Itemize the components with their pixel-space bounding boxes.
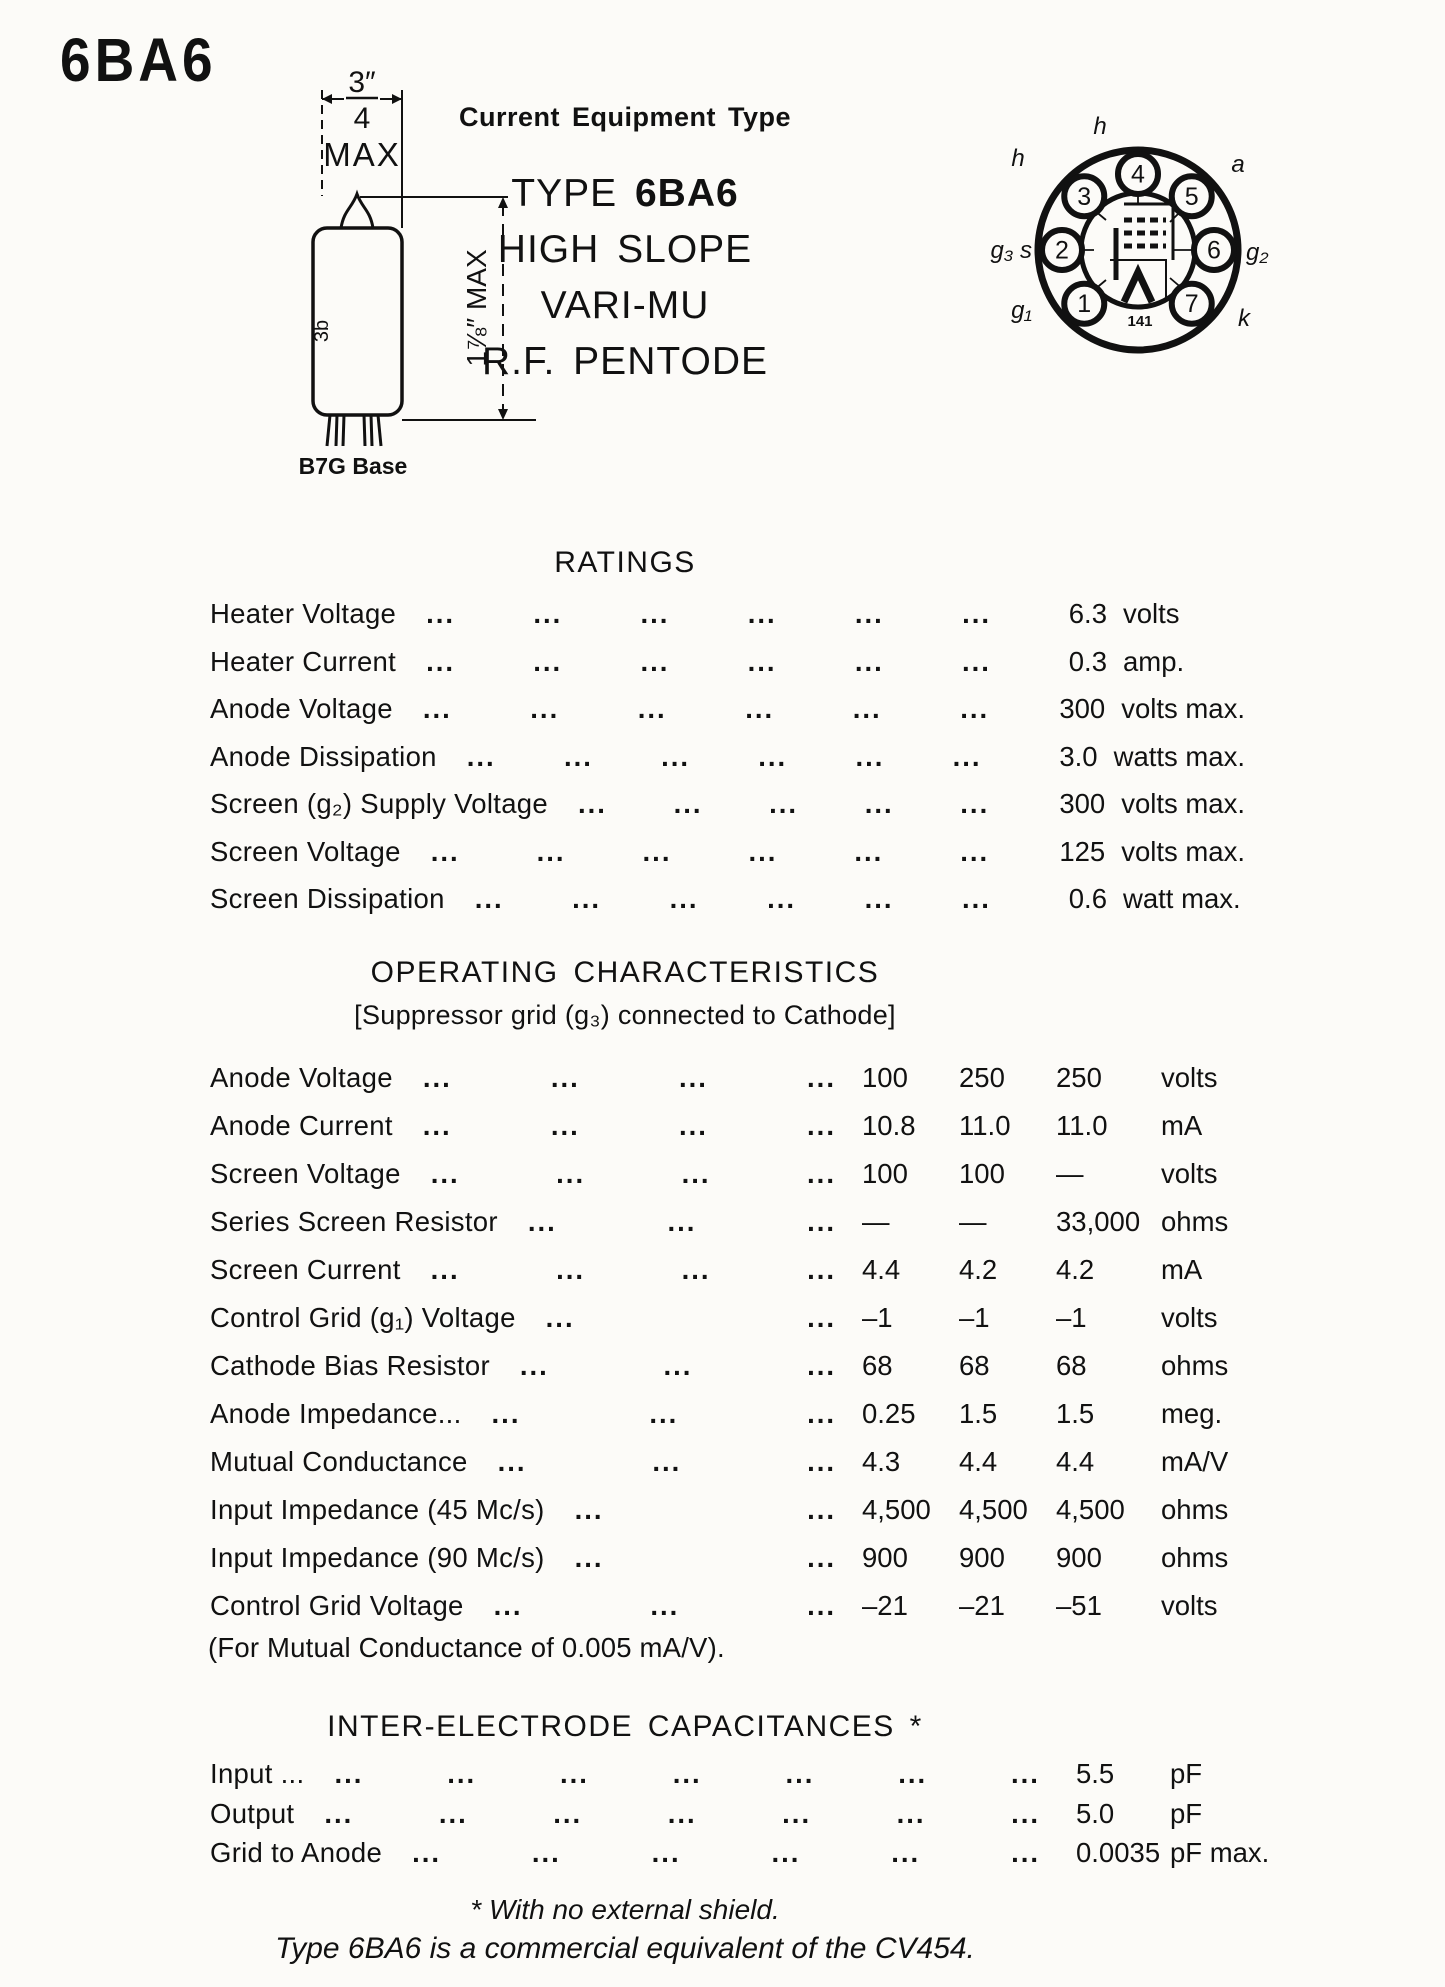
row-value: 4.2 xyxy=(1056,1254,1095,1285)
row-label: Series Screen Resistor xyxy=(210,1206,498,1237)
capacitance-row xyxy=(210,1837,1290,1877)
dot-group: ... xyxy=(678,1062,708,1093)
dot-group: ... xyxy=(559,1758,589,1789)
dot-group: ... xyxy=(960,835,990,867)
equipment-type-label: Current Equipment Type xyxy=(458,102,792,132)
dot-group: ... xyxy=(852,693,882,724)
row-unit: volts xyxy=(1161,1062,1218,1093)
dot-group: ... xyxy=(531,1837,561,1868)
ratings-row xyxy=(210,883,1245,931)
title-line-slope: HIGH SLOPE xyxy=(497,228,753,271)
row-unit: pF xyxy=(1170,1758,1203,1789)
row-unit: pF max. xyxy=(1170,1837,1270,1868)
dot-group: ... xyxy=(962,598,991,629)
dot-group: ... xyxy=(572,883,602,914)
width-fraction-numerator: 3″ xyxy=(348,66,376,99)
dot-group: ... xyxy=(785,1758,815,1789)
dot-group: ... xyxy=(447,1758,477,1789)
dot-group: ... xyxy=(771,1837,801,1868)
dot-group: ... xyxy=(767,883,797,914)
row-value: 68 xyxy=(959,1350,990,1381)
width-max-label: MAX xyxy=(323,136,401,173)
row-unit: pF xyxy=(1170,1797,1203,1829)
dot-group: ... xyxy=(430,835,460,867)
dot-group: ... xyxy=(553,1797,583,1829)
row-value: 1.5 xyxy=(1056,1398,1095,1429)
height-dim-label: 1⅞″ MAX xyxy=(461,249,492,367)
operating-footnote: (For Mutual Conductance of 0.005 mA/V). xyxy=(208,1632,725,1663)
row-label: Screen Current xyxy=(210,1254,401,1285)
dot-leader xyxy=(498,1206,862,1238)
ratings-row xyxy=(210,741,1245,789)
dot-group: ... xyxy=(577,788,607,819)
row-value: 3.0 xyxy=(1059,740,1098,772)
row-label: Anode Voltage xyxy=(210,1062,393,1093)
dot-group: ... xyxy=(545,1302,575,1333)
dot-group: ... xyxy=(536,835,566,867)
dot-group: ... xyxy=(642,835,672,867)
dot-group: ... xyxy=(426,645,456,677)
dot-group: ... xyxy=(855,740,885,772)
pin-label: a xyxy=(1231,151,1245,178)
row-value: 1.5 xyxy=(959,1398,998,1429)
dot-leader xyxy=(545,1542,862,1574)
row-value: 300 xyxy=(1059,788,1106,819)
dot-group: ... xyxy=(747,645,777,677)
dot-group: ... xyxy=(422,1062,452,1093)
row-label: Heater Current xyxy=(210,645,397,677)
dot-group: ... xyxy=(430,1158,460,1189)
dot-leader xyxy=(468,1446,862,1478)
tube-code-logo: 6BA6 xyxy=(60,25,217,95)
dot-group: ... xyxy=(519,1350,549,1381)
operating-row xyxy=(210,1446,1245,1494)
dot-group: ... xyxy=(426,598,456,629)
dot-group: ... xyxy=(466,740,496,772)
dot-group: ... xyxy=(640,645,670,677)
row-value: –1 xyxy=(1056,1302,1087,1333)
row-value: 0.3 xyxy=(1068,645,1107,677)
dot-group: ... xyxy=(574,1494,604,1525)
row-label: Anode Current xyxy=(210,1110,393,1141)
dot-group: ... xyxy=(807,1110,836,1141)
row-unit: meg. xyxy=(1161,1398,1223,1429)
dot-group: ... xyxy=(962,883,991,914)
base-label: B7G Base xyxy=(298,453,408,479)
dot-group: ... xyxy=(672,1758,702,1789)
dot-group: ... xyxy=(769,788,799,819)
dot-group: ... xyxy=(854,598,884,629)
row-value: 100 xyxy=(862,1062,908,1093)
row-value: 68 xyxy=(1056,1350,1087,1381)
dot-group: ... xyxy=(758,740,788,772)
row-label: Input Impedance (45 Mc/s) xyxy=(210,1494,545,1525)
dot-leader xyxy=(396,646,1017,678)
pin-number: 5 xyxy=(1184,182,1199,211)
envelope-code: 3b xyxy=(311,319,333,343)
row-unit: mA/V xyxy=(1161,1446,1229,1477)
row-label: Screen (g₂) Supply Voltage xyxy=(210,788,548,819)
dot-group: ... xyxy=(650,1590,680,1621)
row-value: 4.4 xyxy=(862,1254,901,1285)
row-value: 100 xyxy=(959,1158,1005,1189)
row-unit: volts max. xyxy=(1121,788,1245,819)
row-value: 10.8 xyxy=(862,1110,916,1141)
pin-number: 7 xyxy=(1184,290,1199,319)
dot-group: ... xyxy=(474,883,504,914)
operating-row xyxy=(210,1542,1245,1590)
row-label: Anode Voltage xyxy=(210,693,393,724)
ratings-row xyxy=(210,788,1245,836)
row-unit: watts max. xyxy=(1113,740,1245,772)
row-value: 4.2 xyxy=(959,1254,998,1285)
operating-row xyxy=(210,1494,1245,1542)
dot-leader xyxy=(437,741,1008,773)
dot-group: ... xyxy=(637,693,667,724)
row-unit: mA xyxy=(1161,1254,1203,1285)
dot-group: ... xyxy=(574,1542,604,1573)
dot-group: ... xyxy=(324,1797,354,1829)
row-unit: amp. xyxy=(1123,645,1185,677)
dot-group: ... xyxy=(807,1542,836,1573)
operating-row xyxy=(210,1350,1245,1398)
row-unit: volts xyxy=(1161,1302,1218,1333)
row-value: –21 xyxy=(862,1590,908,1621)
dot-leader xyxy=(445,883,1017,915)
row-label: Control Grid Voltage xyxy=(210,1590,464,1621)
dot-group: ... xyxy=(640,598,670,629)
pin-label: g₂ xyxy=(1246,239,1269,266)
capacitance-row xyxy=(210,1758,1290,1798)
dot-leader xyxy=(490,1350,862,1382)
row-value: 4,500 xyxy=(862,1494,931,1525)
dot-group: ... xyxy=(493,1590,523,1621)
row-value: –21 xyxy=(959,1590,1005,1621)
dot-leader xyxy=(462,1398,862,1430)
row-unit: ohms xyxy=(1161,1350,1229,1381)
operating-row xyxy=(210,1254,1245,1302)
operating-subheading: [Suppressor grid (g₃) connected to Cathode] xyxy=(354,1000,896,1030)
base-code: 141 xyxy=(1127,313,1153,330)
title-line-pentode: R.F. PENTODE xyxy=(482,340,768,383)
dot-group: ... xyxy=(667,1206,697,1237)
row-label: Grid to Anode xyxy=(210,1837,383,1868)
row-label: Screen Dissipation xyxy=(210,883,445,914)
row-unit: ohms xyxy=(1161,1542,1229,1573)
pin-label: g₃ s xyxy=(990,237,1032,264)
row-value: 4.3 xyxy=(862,1446,901,1477)
row-value: 900 xyxy=(1056,1542,1102,1573)
row-value: 11.0 xyxy=(959,1110,1011,1141)
dot-group: ... xyxy=(556,1158,586,1189)
dot-group: ... xyxy=(807,1302,836,1333)
row-value: 4.4 xyxy=(1056,1446,1095,1477)
row-value: 0.6 xyxy=(1068,883,1107,914)
dot-group: ... xyxy=(651,1837,681,1868)
dot-group: ... xyxy=(678,1110,708,1141)
row-value: 5.5 xyxy=(1076,1758,1115,1789)
row-label: Heater Voltage xyxy=(210,598,397,629)
dot-group: ... xyxy=(663,1350,693,1381)
dot-group: ... xyxy=(673,788,703,819)
dot-group: ... xyxy=(334,1758,364,1789)
row-label: Output xyxy=(210,1797,295,1829)
pin-number: 6 xyxy=(1207,236,1221,265)
dot-leader xyxy=(516,1302,862,1334)
dot-leader xyxy=(393,693,1015,725)
dot-group: ... xyxy=(550,1110,580,1141)
row-value: 900 xyxy=(959,1542,1005,1573)
dot-group: ... xyxy=(527,1206,557,1237)
ratings-row xyxy=(210,598,1245,646)
dot-group: ... xyxy=(533,645,563,677)
row-label: Screen Voltage xyxy=(210,835,401,867)
type-prefix: TYPE xyxy=(511,172,635,215)
dot-group: ... xyxy=(748,835,778,867)
tube-pins xyxy=(327,415,381,446)
dot-group: ... xyxy=(681,1254,711,1285)
pin-number: 3 xyxy=(1077,182,1092,211)
row-label: Cathode Bias Resistor xyxy=(210,1350,490,1381)
row-value: 900 xyxy=(862,1542,908,1573)
dot-group: ... xyxy=(1011,1837,1040,1868)
operating-row xyxy=(210,1302,1245,1350)
dot-group: ... xyxy=(745,693,775,724)
row-unit: ohms xyxy=(1161,1494,1229,1525)
width-fraction-denominator: 4 xyxy=(353,102,371,135)
capacitance-row xyxy=(210,1798,1290,1838)
operating-row xyxy=(210,1062,1245,1110)
operating-table xyxy=(210,1062,1245,1638)
row-value: 125 xyxy=(1059,835,1106,867)
dot-group: ... xyxy=(669,883,699,914)
dot-leader xyxy=(294,1798,1066,1830)
row-unit: volts max. xyxy=(1121,835,1245,867)
dot-group: ... xyxy=(864,883,894,914)
row-value: 68 xyxy=(862,1350,893,1381)
dot-group: ... xyxy=(422,693,452,724)
operating-row xyxy=(210,1206,1245,1254)
operating-row xyxy=(210,1110,1245,1158)
capacitances-table xyxy=(210,1758,1290,1877)
dot-group: ... xyxy=(807,1590,836,1621)
row-value: 5.0 xyxy=(1076,1797,1115,1829)
dot-group: ... xyxy=(807,1398,836,1429)
row-value: — xyxy=(959,1206,987,1237)
row-label: Anode Dissipation xyxy=(210,740,437,772)
dot-group: ... xyxy=(497,1446,527,1477)
pin-label: k xyxy=(1238,305,1250,332)
dot-group: ... xyxy=(864,788,894,819)
dot-group: ... xyxy=(960,788,990,819)
dot-group: ... xyxy=(438,1797,468,1829)
dot-group: ... xyxy=(412,1837,441,1868)
dot-group: ... xyxy=(491,1398,521,1429)
dot-group: ... xyxy=(807,1206,836,1237)
dot-leader xyxy=(396,598,1017,630)
row-label: Anode Impedance... xyxy=(210,1398,462,1429)
dot-group: ... xyxy=(681,1158,711,1189)
pin-number: 4 xyxy=(1131,160,1145,189)
row-value: 250 xyxy=(959,1062,1005,1093)
row-label: Mutual Conductance xyxy=(210,1446,468,1477)
row-unit: volts xyxy=(1161,1590,1218,1621)
dot-group: ... xyxy=(782,1797,812,1829)
row-value: 250 xyxy=(1056,1062,1102,1093)
dot-group: ... xyxy=(563,740,593,772)
row-value: –1 xyxy=(959,1302,990,1333)
row-value: 0.25 xyxy=(862,1398,916,1429)
dot-group: ... xyxy=(1011,1758,1040,1789)
operating-heading: OPERATING CHARACTERISTICS xyxy=(370,956,880,989)
row-value: 4.4 xyxy=(959,1446,998,1477)
dot-leader xyxy=(382,1837,1066,1869)
shield-note: * With no external shield. xyxy=(470,1894,780,1925)
dot-group: ... xyxy=(854,835,884,867)
dot-leader xyxy=(545,1494,862,1526)
dot-group: ... xyxy=(667,1797,697,1829)
dot-group: ... xyxy=(891,1837,921,1868)
pin-label: h xyxy=(1093,113,1107,140)
dot-group: ... xyxy=(960,693,990,724)
row-value: 11.0 xyxy=(1056,1110,1108,1141)
title-line-varimu: VARI-MU xyxy=(540,284,710,327)
row-unit: watt max. xyxy=(1123,883,1241,914)
row-label: Input ... xyxy=(210,1758,305,1789)
dot-group: ... xyxy=(1011,1797,1040,1829)
row-unit: volts xyxy=(1161,1158,1218,1189)
row-value: 300 xyxy=(1059,693,1106,724)
row-value: 4,500 xyxy=(1056,1494,1125,1525)
ratings-table xyxy=(210,598,1245,931)
dot-leader xyxy=(304,1758,1066,1790)
row-value: 4,500 xyxy=(959,1494,1028,1525)
pin-label: g₁ xyxy=(1011,297,1032,324)
dot-leader xyxy=(401,1158,862,1190)
ratings-row xyxy=(210,646,1245,694)
row-value: 0.0035 xyxy=(1076,1837,1161,1868)
dot-group: ... xyxy=(807,1062,836,1093)
dot-group: ... xyxy=(952,740,982,772)
row-value: — xyxy=(862,1206,890,1237)
dot-group: ... xyxy=(896,1797,926,1829)
pin-number: 2 xyxy=(1055,236,1069,265)
row-value: 100 xyxy=(862,1158,908,1189)
dot-group: ... xyxy=(550,1062,580,1093)
ratings-heading: RATINGS xyxy=(554,546,696,579)
dot-group: ... xyxy=(807,1494,836,1525)
row-label: Input Impedance (90 Mc/s) xyxy=(210,1542,545,1573)
dot-group: ... xyxy=(649,1398,679,1429)
row-value: –51 xyxy=(1056,1590,1102,1621)
dot-leader xyxy=(464,1590,862,1622)
row-value: 6.3 xyxy=(1068,598,1107,629)
ratings-row xyxy=(210,693,1245,741)
pin-number: 1 xyxy=(1077,290,1092,319)
row-value: –1 xyxy=(862,1302,893,1333)
operating-row xyxy=(210,1158,1245,1206)
pin-base-diagram xyxy=(988,110,1288,370)
dot-leader xyxy=(401,836,1015,868)
row-label: Screen Voltage xyxy=(210,1158,401,1189)
dot-leader xyxy=(393,1110,862,1142)
dot-group: ... xyxy=(854,645,884,677)
dot-group: ... xyxy=(556,1254,586,1285)
dot-group: ... xyxy=(747,598,777,629)
row-value: — xyxy=(1056,1158,1084,1189)
dot-leader xyxy=(393,1062,862,1094)
dot-group: ... xyxy=(661,740,691,772)
row-unit: volts xyxy=(1123,598,1180,629)
dot-group: ... xyxy=(807,1350,836,1381)
dot-group: ... xyxy=(530,693,560,724)
dot-group: ... xyxy=(962,645,991,677)
row-label: Control Grid (g₁) Voltage xyxy=(210,1302,516,1333)
dot-group: ... xyxy=(430,1254,460,1285)
capacitances-heading: INTER-ELECTRODE CAPACITANCES * xyxy=(327,1710,923,1743)
dot-leader xyxy=(548,788,1015,820)
dot-group: ... xyxy=(422,1110,452,1141)
dot-leader xyxy=(401,1254,862,1286)
operating-row xyxy=(210,1398,1245,1446)
operating-row xyxy=(210,1590,1245,1638)
dot-group: ... xyxy=(533,598,563,629)
equivalent-note: Type 6BA6 is a commercial equivalent of the CV454. xyxy=(275,1932,975,1965)
dot-group: ... xyxy=(807,1158,836,1189)
row-unit: ohms xyxy=(1161,1206,1229,1237)
row-unit: mA xyxy=(1161,1110,1203,1141)
type-code: 6BA6 xyxy=(634,172,739,215)
ratings-row xyxy=(210,836,1245,884)
dot-group: ... xyxy=(652,1446,682,1477)
dot-group: ... xyxy=(807,1446,836,1477)
dot-group: ... xyxy=(807,1254,836,1285)
row-value: 33,000 xyxy=(1056,1206,1141,1237)
pin-label: h xyxy=(1011,145,1025,172)
row-unit: volts max. xyxy=(1121,693,1245,724)
dot-group: ... xyxy=(898,1758,928,1789)
